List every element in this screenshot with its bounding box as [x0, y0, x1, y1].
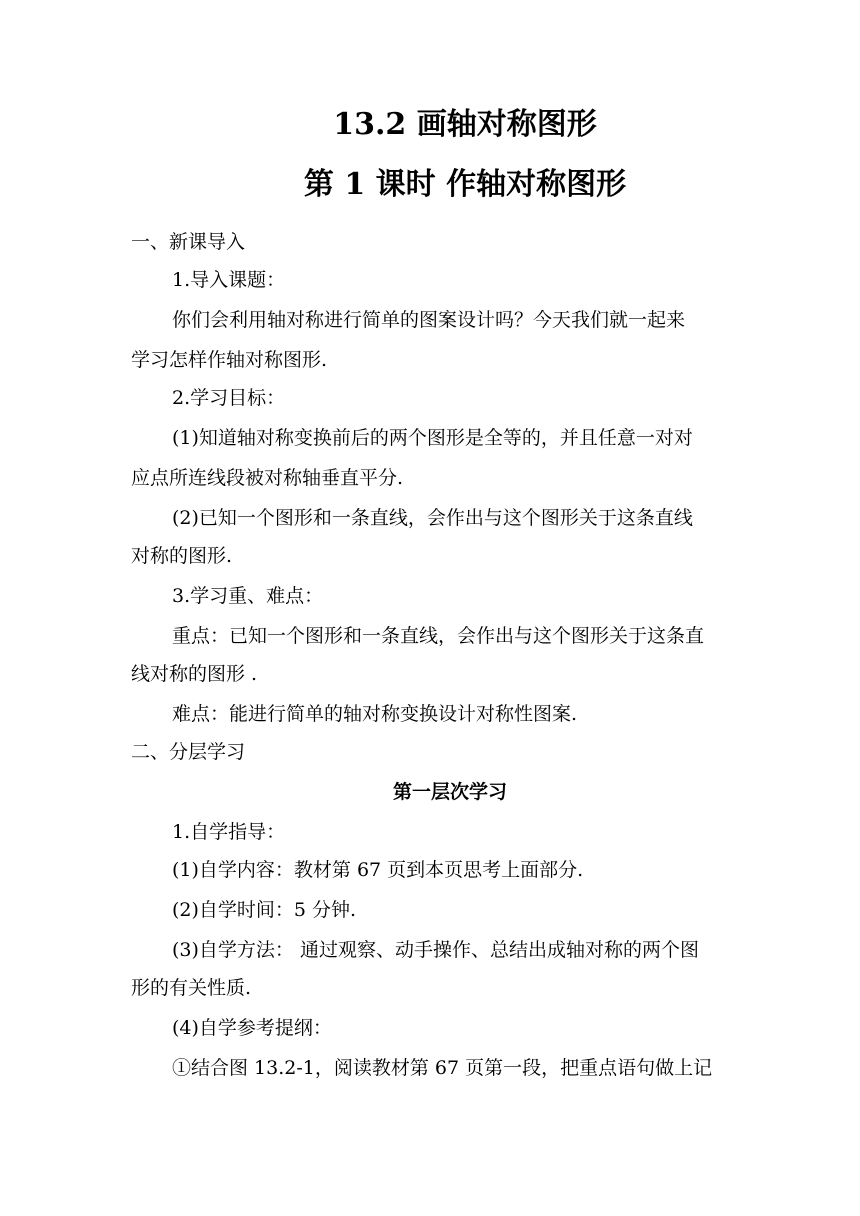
paragraph-line: 2.学习目标： — [172, 387, 286, 409]
document-subtitle: 第 1 课时 作轴对称图形 — [303, 167, 627, 202]
paragraph-line: 线对称的图形 . — [131, 663, 258, 685]
paragraph-line: 形的有关性质. — [131, 977, 252, 999]
paragraph-line: 学习怎样作轴对称图形. — [131, 349, 328, 371]
paragraph-line: 1.导入课题： — [172, 269, 286, 291]
paragraph-line: 你们会利用轴对称进行简单的图案设计吗？今天我们就一起来 — [172, 309, 686, 331]
paragraph-line: (1)自学内容：教材第 67 页到本页思考上面部分. — [172, 859, 584, 881]
paragraph-line: 对称的图形. — [131, 545, 233, 567]
paragraph-line: 应点所连线段被对称轴垂直平分. — [131, 467, 404, 489]
paragraph-line: 1.自学指导： — [172, 821, 286, 843]
paragraph-line: 重点：已知一个图形和一条直线，会作出与这个图形关于这条直 — [172, 625, 705, 647]
paragraph-line: (3)自学方法： 通过观察、动手操作、总结出成轴对称的两个图 — [172, 939, 699, 961]
paragraph-line: ①结合图 13.2-1，阅读教材第 67 页第一段，把重点语句做上记 — [172, 1057, 713, 1079]
paragraph-line: (2)已知一个图形和一条直线，会作出与这个图形关于这条直线 — [172, 507, 693, 529]
document-title: 13.2 画轴对称图形 — [333, 107, 597, 142]
paragraph-line: 难点：能进行简单的轴对称变换设计对称性图案. — [172, 703, 578, 725]
section-heading-intro: 一、新课导入 — [131, 231, 246, 253]
section-heading-layered: 二、分层学习 — [131, 741, 246, 763]
paragraph-line: 3.学习重、难点： — [172, 585, 324, 607]
paragraph-line: (4)自学参考提纲： — [172, 1017, 332, 1039]
subsection-heading: 第一层次学习 — [392, 781, 507, 803]
paragraph-line: (1)知道轴对称变换前后的两个图形是全等的，并且任意一对对 — [172, 427, 693, 449]
paragraph-line: (2)自学时间：5 分钟. — [172, 899, 357, 921]
